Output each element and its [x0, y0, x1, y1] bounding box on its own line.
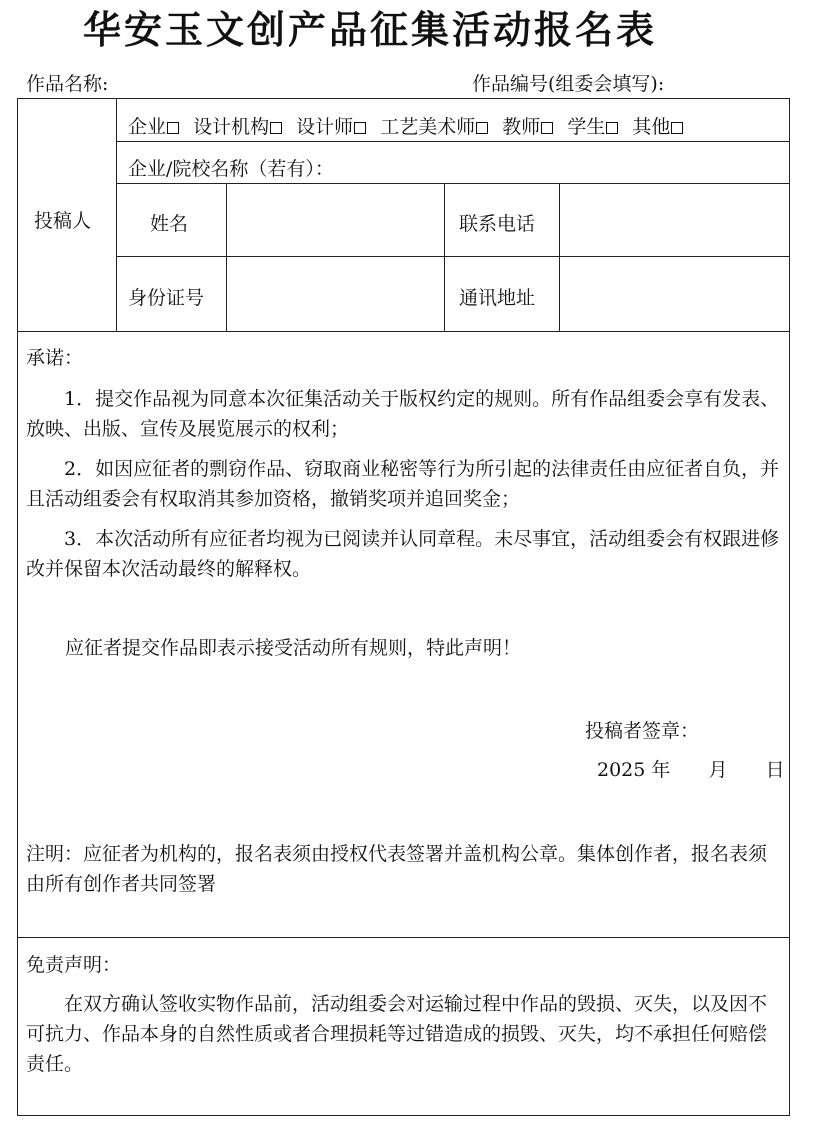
- work-number-label: 作品编号(组委会填写):: [472, 73, 665, 95]
- category-enterprise[interactable]: 企业: [128, 116, 181, 138]
- category-other[interactable]: 其他: [632, 116, 685, 138]
- checkbox-icon[interactable]: [671, 122, 683, 134]
- date-year: 2025 年: [597, 759, 671, 781]
- category-designer[interactable]: 设计师: [296, 116, 368, 138]
- org-name-label: 企业/院校名称（若有）：: [128, 158, 334, 180]
- divider-submitter-end: [18, 331, 790, 332]
- commitment-item-1: 1．提交作品视为同意本次征集活动关于版权约定的规则。所有作品组委会享有发表、放映、出版、宣传及展览展示的权利；: [26, 388, 780, 440]
- checkbox-icon[interactable]: [167, 122, 179, 134]
- date-day: 日: [765, 759, 785, 781]
- address-field[interactable]: [560, 257, 790, 331]
- category-design-agency[interactable]: 设计机构: [193, 116, 284, 138]
- registration-form-table: [17, 98, 790, 1116]
- disclaimer-text: 在双方确认签收实物作品前，活动组委会对运输过程中作品的毁损、灭失，以及因不可抗力、作品本身的自然性质或者合理损耗等过错造成的损毁、灭失，均不承担任何赔偿责任。: [26, 993, 768, 1075]
- name-field[interactable]: [227, 184, 444, 256]
- divider-col-2: [444, 183, 445, 331]
- commitment-item-2: 2．如因应征者的剽窃作品、窃取商业秘密等行为所引起的法律责任由应征者自负，并且活动组委会有权取消其参加资格，撤销奖项并追回奖金；: [26, 458, 780, 510]
- divider-disclaimer: [18, 937, 790, 938]
- id-number-label: 身份证号: [128, 287, 205, 309]
- address-label: 通讯地址: [459, 287, 536, 309]
- date-month: 月: [708, 759, 728, 781]
- organization-note: 注明：应征者为机构的，报名表须由授权代表签署并盖机构公章。集体创作者，报名表须由所有创作者共同签署: [26, 843, 768, 895]
- checkbox-icon[interactable]: [476, 122, 488, 134]
- commitment-item-3: 3．本次活动所有应征者均视为已阅读并认同章程。未尽事宜，活动组委会有权跟进修改并保留本次活动最终的解释权。: [26, 528, 780, 580]
- form-title: 华安玉文创产品征集活动报名表: [82, 8, 657, 52]
- category-teacher[interactable]: 教师: [502, 116, 555, 138]
- phone-label: 联系电话: [459, 213, 536, 235]
- submitter-row-label: 投稿人: [34, 210, 92, 232]
- checkbox-icon[interactable]: [270, 122, 282, 134]
- name-label: 姓名: [150, 213, 189, 235]
- checkbox-icon[interactable]: [354, 122, 366, 134]
- phone-field[interactable]: [560, 184, 790, 256]
- checkbox-icon[interactable]: [541, 122, 553, 134]
- category-craft-artist[interactable]: 工艺美术师: [380, 116, 490, 138]
- commitment-heading: 承诺：: [26, 347, 84, 369]
- submitter-label-divider: [116, 99, 117, 331]
- signature-label: 投稿者签章：: [585, 720, 700, 742]
- id-number-field[interactable]: [227, 257, 444, 331]
- work-name-label: 作品名称:: [26, 73, 109, 95]
- disclaimer-heading: 免责声明：: [26, 954, 122, 976]
- date-line: [597, 756, 785, 784]
- checkbox-icon[interactable]: [606, 122, 618, 134]
- divider-categories: [116, 141, 790, 142]
- category-checkboxes: [128, 113, 691, 141]
- category-student[interactable]: 学生: [567, 116, 620, 138]
- declaration-text: 应征者提交作品即表示接受活动所有规则，特此声明！: [65, 637, 522, 659]
